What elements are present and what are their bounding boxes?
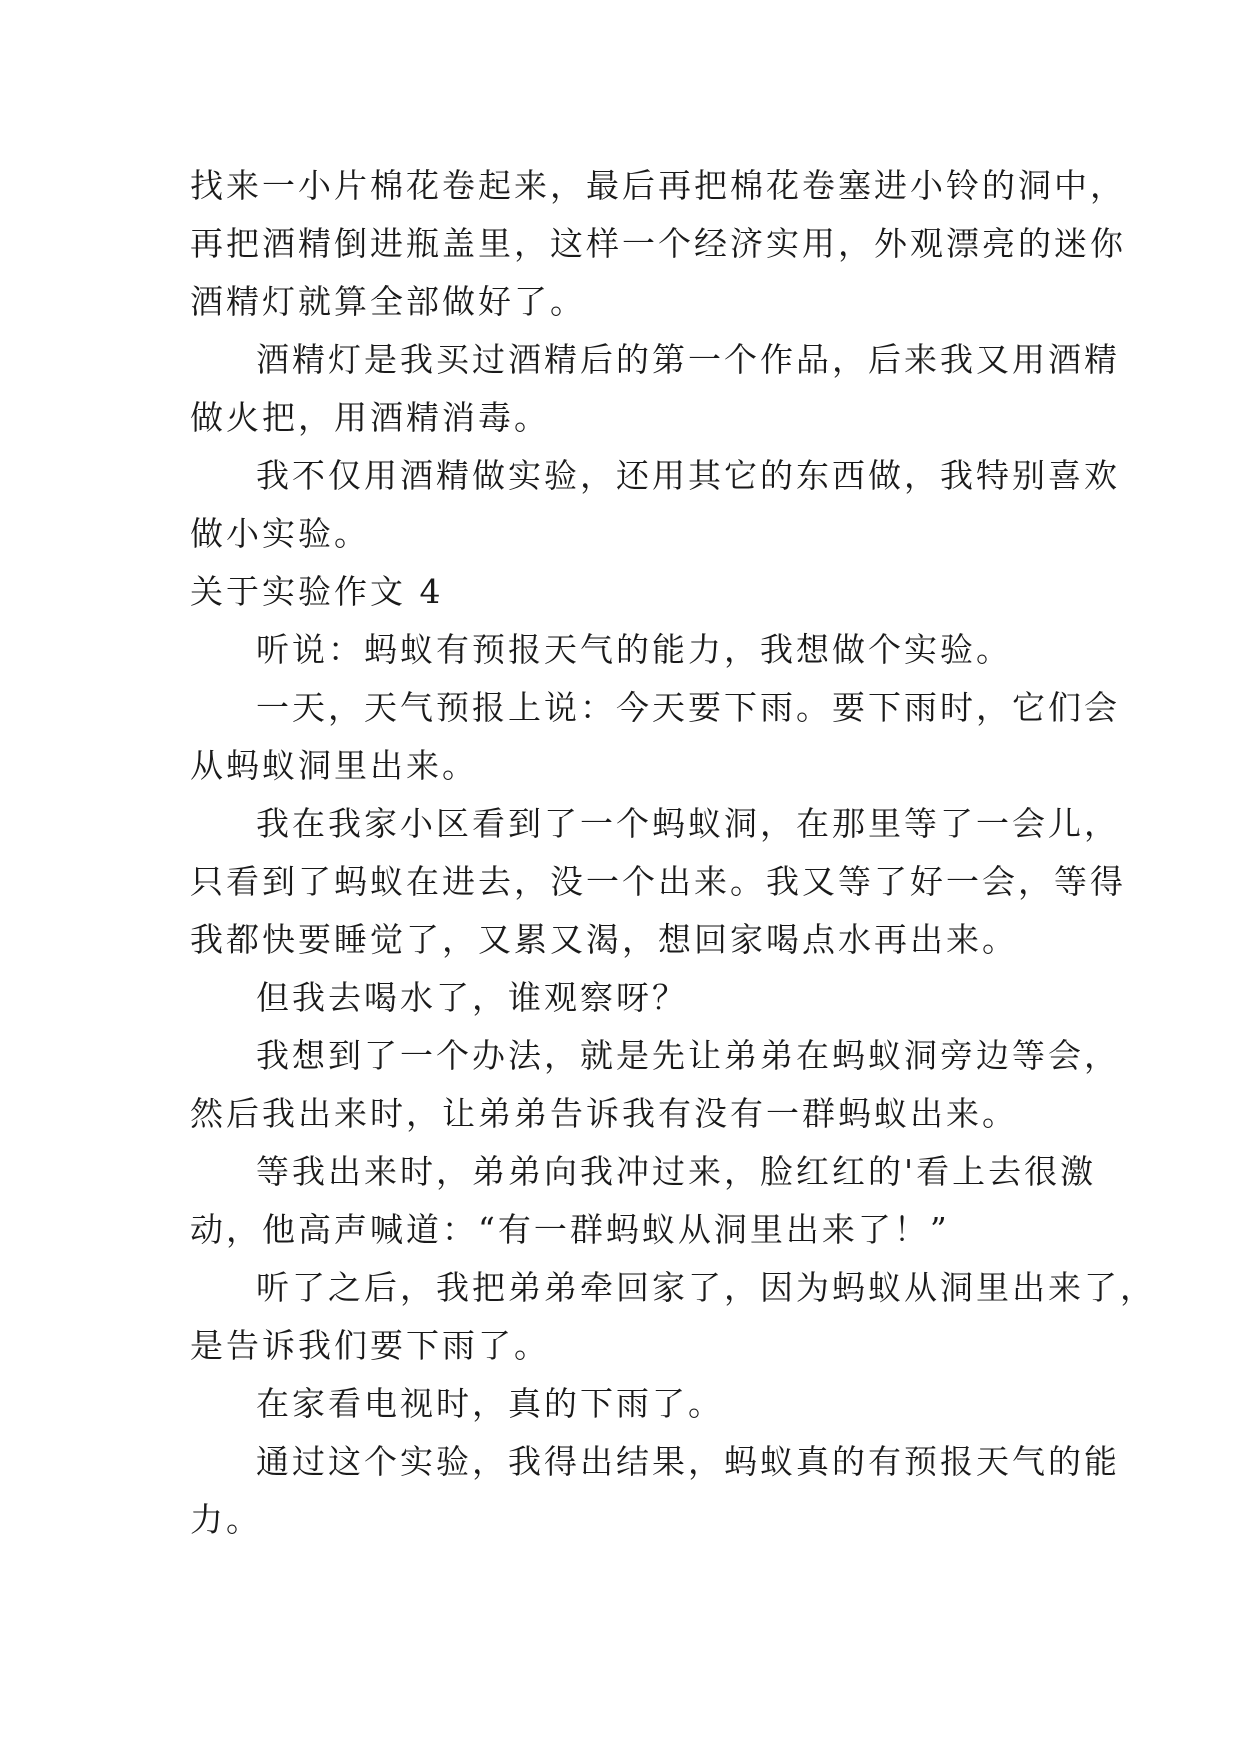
- paragraph-start-line: 听说：蚂蚁有预报天气的能力，我想做个实验。: [256, 630, 1012, 669]
- body-line: 做小实验。: [190, 514, 370, 553]
- document-body: [190, 157, 1156, 1549]
- paragraph-start-line: 听了之后，我把弟弟牵回家了，因为蚂蚁从洞里出来了，: [256, 1268, 1156, 1307]
- section-heading: 关于实验作文 4: [190, 572, 444, 611]
- body-line: 力。: [190, 1500, 262, 1539]
- paragraph-start-line: 通过这个实验，我得出结果，蚂蚁真的有预报天气的能: [256, 1442, 1120, 1481]
- paragraph-start-line: 一天，天气预报上说：今天要下雨。要下雨时，它们会: [256, 688, 1120, 727]
- body-line: 从蚂蚁洞里出来。: [190, 746, 478, 785]
- paragraph-start-line: 我想到了一个办法，就是先让弟弟在蚂蚁洞旁边等会，: [256, 1036, 1120, 1075]
- body-line: 找来一小片棉花卷起来，最后再把棉花卷塞进小铃的洞中，: [190, 166, 1126, 205]
- paragraph-start-line: 酒精灯是我买过酒精后的第一个作品，后来我又用酒精: [256, 340, 1120, 379]
- body-line: 只看到了蚂蚁在进去，没一个出来。我又等了好一会，等得: [190, 862, 1126, 901]
- body-line: 做火把，用酒精消毒。: [190, 398, 550, 437]
- paragraph-start-line: 在家看电视时，真的下雨了。: [256, 1384, 724, 1423]
- body-line: 是告诉我们要下雨了。: [190, 1326, 550, 1365]
- paragraph-start-line: 等我出来时，弟弟向我冲过来，脸红红的'看上去很激: [256, 1152, 1097, 1191]
- body-line: 动，他高声喊道：“有一群蚂蚁从洞里出来了！”: [190, 1210, 950, 1249]
- paragraph-start-line: 我在我家小区看到了一个蚂蚁洞，在那里等了一会儿，: [256, 804, 1120, 843]
- paragraph-start-line: 我不仅用酒精做实验，还用其它的东西做，我特别喜欢: [256, 456, 1120, 495]
- body-line: 我都快要睡觉了，又累又渴，想回家喝点水再出来。: [190, 920, 1018, 959]
- paragraph-start-line: 但我去喝水了，谁观察呀？: [256, 978, 688, 1017]
- body-line: 然后我出来时，让弟弟告诉我有没有一群蚂蚁出来。: [190, 1094, 1018, 1133]
- body-line: 再把酒精倒进瓶盖里，这样一个经济实用，外观漂亮的迷你: [190, 224, 1126, 263]
- body-line: 酒精灯就算全部做好了。: [190, 282, 586, 321]
